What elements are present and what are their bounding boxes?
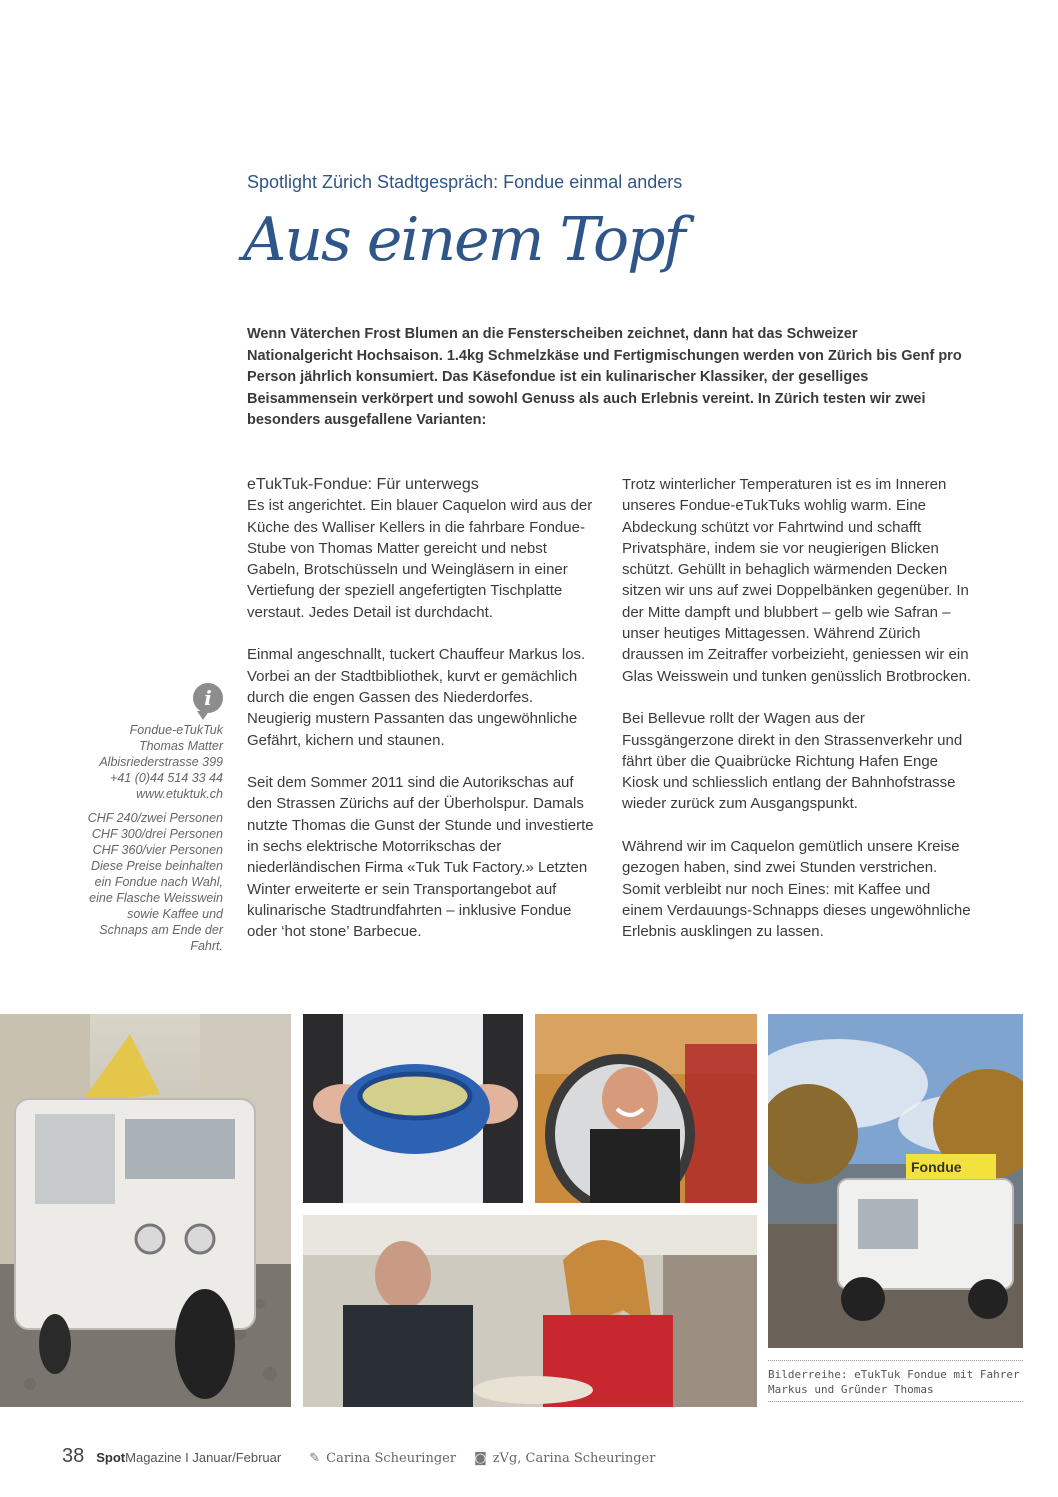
page-footer [62,1445,655,1475]
price-line: ein Fondue nach Wahl, [94,875,223,889]
lead-paragraph: Wenn Väterchen Frost Blumen an die Fensterscheiben zeichnet, dann hat das Schweizer Nationalgericht Hochsaison. 1.4kg Schmelzkäse und Fertigmischungen werden von Zürich bis Genf pro Person jährlich konsumiert. Das Käsefondue ist ein kulinarischer Klassiker, der geselliges Beisammensein verkörpert und sowohl Genuss als auch Erlebnis vereint. In Zürich testen wir zwei besonders ausgefallene Varianten: [247,326,962,428]
price-line: CHF 300/drei Personen [91,827,223,841]
photo-credit [474,1451,655,1466]
kicker: Spotlight Zürich Stadtgespräch: Fondue einmal anders [247,172,683,192]
magazine-brand: Spot [96,1450,126,1465]
photo-caquelon [303,1014,523,1203]
contact-line: +41 (0)44 514 33 44 [110,771,223,785]
article-column-2 [622,474,972,964]
photo-couple-fondue [303,1215,757,1407]
paragraph: Einmal angeschnallt, tuckert Chauffeur Markus los. Vorbei an der Stadtbibliothek, kurvt er gemächlich durch die engen Gassen des Niederdorfes. Neugierig mustern Passanten das ungewöhnliche Gefährt, kichern und staunen. [247,646,586,749]
paragraph: Bei Bellevue rollt der Wagen aus der Fussgängerzone direkt in den Strassenverkehr und fährt über die Quaibrücke Richtung Hafen Enge Kiosk und schliesslich entlang der Bahnhofstrasse wieder zurück zum Ausgangspunkt. [622,710,963,813]
section-subhead: eTukTuk-Fondue: Für unterwegs [247,476,479,493]
price-line: eine Flasche Weisswein [89,891,223,905]
page-title: Aus einem Topf [243,205,684,275]
contact-line: Fondue-eTukTuk [129,723,223,737]
paragraph: Während wir im Caquelon gemütlich unsere Kreise gezogen haben, sind zwei Stunden verstrichen. Somit verbleibt nur noch Eines: mit Kaffee und einem Verdauungs-Schnapps dieses ungewöhnliche Erlebnis ausklingen zu lassen. [622,838,971,941]
magazine-issue: Magazine I Januar/Februar [125,1450,282,1465]
magazine-name [96,1450,281,1465]
tuktuk-sign-text: Fondue [911,1159,962,1175]
price-line: sowie Kaffee und [127,907,223,921]
article-column-1 [247,474,597,964]
photo-credit-text: zVg, Carina Scheuringer [492,1451,656,1466]
page-number: 38 [62,1445,85,1467]
photo-tuktuk-street [0,1014,291,1407]
pen-icon: ✎ [309,1451,321,1466]
paragraph: Es ist angerichtet. Ein blauer Caquelon wird aus der Küche des Walliser Kellers in die fahrbare Fondue-Stube von Thomas Matter gereicht und nebst Gabeln, Brotschüsseln und Weingläsern in einer Vertiefung der speziell angefertigten Tischplatte verstaut. Jedes Detail ist durchdacht. [247,497,593,621]
author-credit [309,1451,456,1466]
contact-line: Thomas Matter [138,739,223,753]
info-sidebar [53,722,223,954]
price-line: Diese Preise beinhalten [90,859,223,873]
contact-line: Albisriederstrasse 399 [99,755,223,769]
camera-icon: ◙ [474,1451,487,1466]
contact-line: www.etuktuk.ch [136,787,223,801]
price-line: Schnaps am Ende der [99,923,223,937]
info-icon: i [193,683,223,713]
price-line: Fahrt. [190,939,223,953]
price-line: CHF 240/zwei Personen [87,811,223,825]
price-line: CHF 360/vier Personen [92,843,223,857]
author-name: Carina Scheuringer [326,1451,457,1466]
paragraph: Trotz winterlicher Temperaturen ist es im Inneren unseres Fondue-eTukTuks wohlig warm. Eine Abdeckung schützt vor Fahrtwind und schafft Privatsphäre, indem sie vor neugierigen Blicken schützt. Gehüllt in behaglich wärmenden Decken sitzen wir uns auf zwei Doppelbänken gegenüber. In der Mitte dampft und blubbert – gelb wie Safran – unser heutiges Mittagessen. Während Zürich draussen im Zeitraffer vorbeizieht, geniessen wir ein Glas Weisswein und tunken genüsslich Brotbrocken. [622,476,972,685]
photo-tuktuk-lake [768,1014,1023,1348]
photo-caption: Bilderreihe: eTukTuk Fondue mit Fahrer Markus und Gründer Thomas [768,1360,1023,1402]
paragraph: Seit dem Sommer 2011 sind die Autorikschas auf den Strassen Zürichs auf der Überholspur. Damals nutzte Thomas die Gunst der Stunde und investierte in sechs elektrische Motorrikschas der niederländischen Firma «Tuk Tuk Factory.» Letzten Winter erweiterte er sein Transportangebot auf kulinarische Stadtrundfahrten – inklusive Fondue oder ‘hot stone’ Barbecue. [247,774,594,941]
photo-driver-mirror [535,1014,757,1203]
